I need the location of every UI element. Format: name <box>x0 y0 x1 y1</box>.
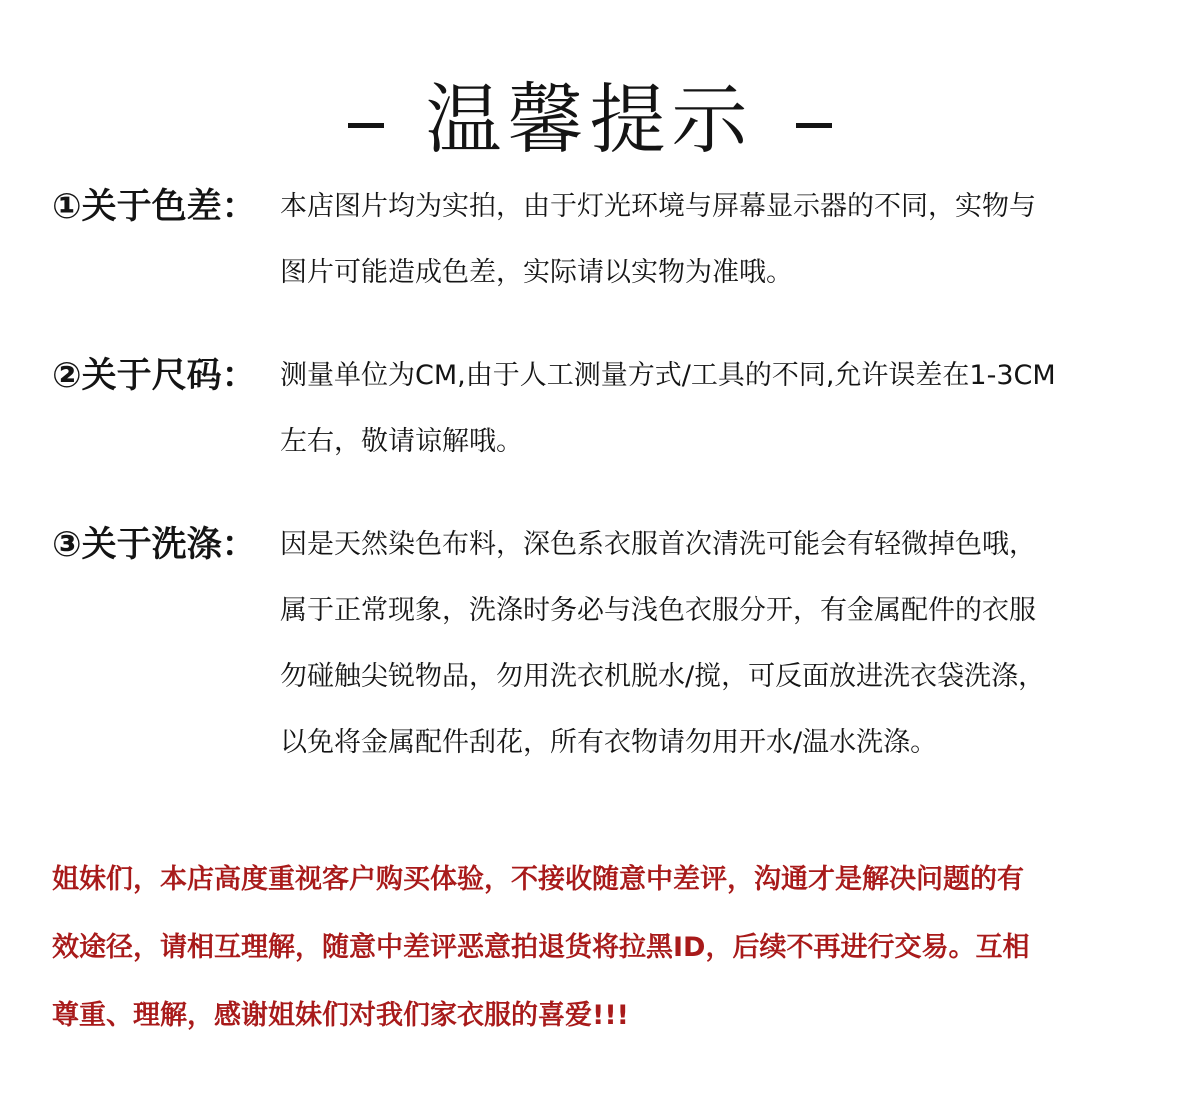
section-line: 因是天然染色布料，深色系衣服首次清洗可能会有轻微掉色哦， <box>280 529 1036 560</box>
section-color-difference <box>52 174 1142 306</box>
section-label: ①关于色差： <box>52 187 257 227</box>
page-title <box>0 72 1179 168</box>
section-line: 测量单位为CM,由于人工测量方式/工具的不同,允许误差在1-3CM <box>280 360 1056 391</box>
section-size <box>52 343 1142 475</box>
notice-line: 尊重、理解，感谢姐妹们对我们家衣服的喜爱!!! <box>52 1000 629 1031</box>
section-line: 图片可能造成色差，实际请以实物为准哦。 <box>280 257 793 288</box>
section-label: ②关于尺码： <box>52 356 257 396</box>
title-text: 温馨提示 <box>425 75 754 164</box>
title-right-dash <box>796 123 832 128</box>
notice-line: 效途径，请相互理解，随意中差评恶意拍退货将拉黑ID，后续不再进行交易。互相 <box>52 932 1030 963</box>
section-washing <box>52 512 1142 776</box>
section-label: ③关于洗涤： <box>52 525 257 565</box>
section-body <box>280 174 1142 306</box>
notice-line: 姐妹们，本店高度重视客户购买体验，不接收随意中差评，沟通才是解决问题的有 <box>52 864 1024 895</box>
section-body <box>280 512 1142 776</box>
title-left-dash <box>348 123 384 128</box>
section-line: 左右，敬请谅解哦。 <box>280 426 523 457</box>
section-line: 以免将金属配件刮花，所有衣物请勿用开水/温水洗涤。 <box>280 727 938 758</box>
section-body <box>280 343 1142 475</box>
customer-notice <box>52 846 1142 1050</box>
section-line: 本店图片均为实拍，由于灯光环境与屏幕显示器的不同，实物与 <box>280 191 1036 222</box>
section-line: 勿碰触尖锐物品，勿用洗衣机脱水/搅，可反面放进洗衣袋洗涤， <box>280 661 1046 692</box>
section-line: 属于正常现象，洗涤时务必与浅色衣服分开，有金属配件的衣服 <box>280 595 1036 626</box>
